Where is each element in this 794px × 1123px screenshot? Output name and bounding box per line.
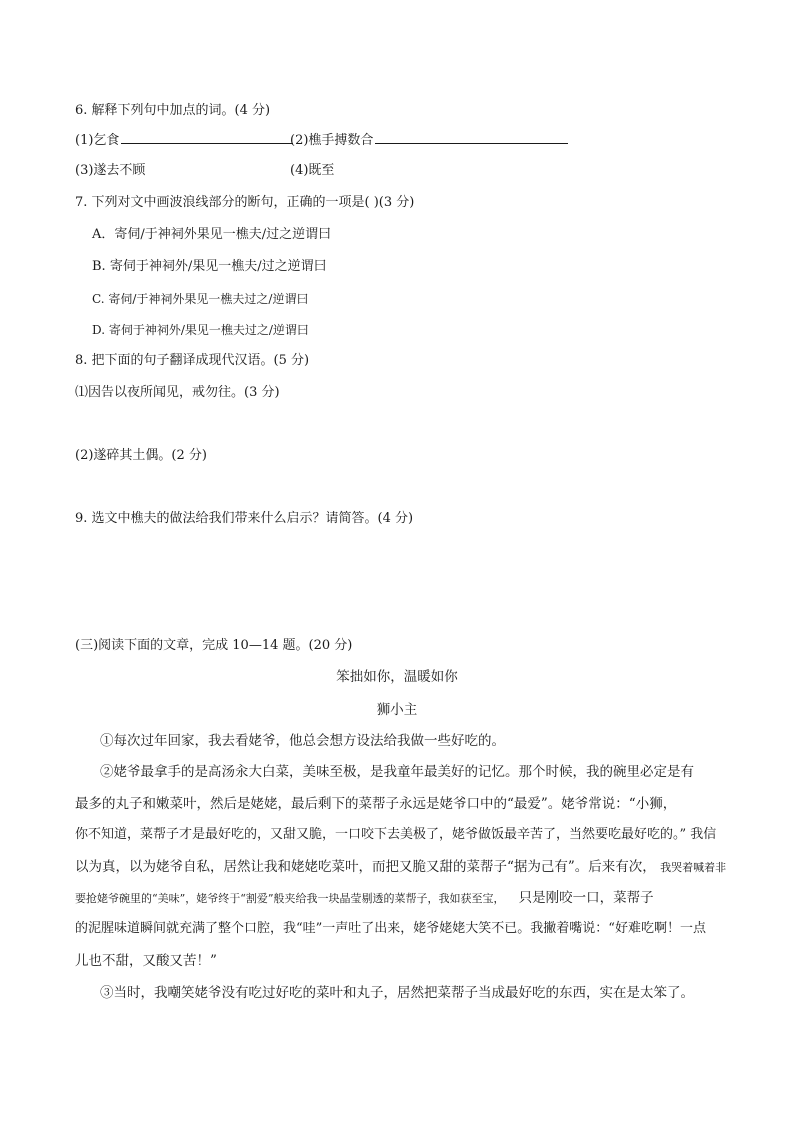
q8-sentence-2: (2)遂碎其土偶。(2 分) [75, 448, 207, 463]
paragraph-line-3: 最多的丸子和嫩菜叶，然后是姥姥，最后剩下的菜帮子永远是姥爷口中的“最爱”。姥爷常说：“小狮， [75, 796, 677, 812]
article-title: 笨拙如你，温暖如你 [336, 669, 458, 685]
paragraph-line-8: 儿也不甜，又酸又苦！” [75, 953, 217, 969]
paragraph-line-4: 你不知道，菜帮子才是最好吃的，又甜又脆，一口咬下去美极了，姥爷做饭最辛苦了，当然要吃最好吃的。” 我信 [75, 827, 717, 842]
paragraph-line-5-text: 以为真，以为姥爷自私，居然让我和姥姥吃菜叶，而把又脆又甜的菜帮子“据为己有”。后来有次， [75, 859, 656, 875]
q6-item-2-label: (2)樵手搏数合 [290, 133, 374, 148]
article-author: 狮小主 [376, 702, 418, 718]
q8-sentence-1: ⑴因告以夜所闻见，戒勿往。(3 分) [75, 385, 280, 400]
q7-option-a: A．寄伺/于神祠外果见一樵夫/过之逆谓曰 [92, 227, 332, 242]
q7-option-d: D. 寄伺于神祠外/果见一樵夫过之/逆谓曰 [92, 323, 309, 337]
paragraph-line-5 [75, 858, 726, 877]
inline-small-b: 只是刚咬一口，菜帮子 [518, 890, 654, 906]
q6-item-1-label: (1)乞食 [75, 133, 120, 148]
section3-heading: (三)阅读下面的文章，完成 10—14 题。(20 分) [75, 638, 353, 653]
paragraph-line-2: ②姥爷最拿手的是高汤汆大白菜，美味至极，是我童年最美好的记忆。那个时候，我的碗里必定是有 [100, 764, 694, 780]
paragraph-line-1: ①每次过年回家，我去看姥爷，他总会想方设法给我做一些好吃的。 [100, 733, 505, 749]
q6-item-4: (4)既至 [290, 163, 335, 178]
q7-title: 7. 下列对文中画波浪线部分的断句，正确的一项是( )(3 分) [75, 195, 415, 210]
q6-item-1 [75, 131, 293, 150]
q6-item-2 [290, 131, 568, 150]
paragraph-line-9: ③当时，我嘲笑姥爷没有吃过好吃的菜叶和丸子，居然把菜帮子当成最好吃的东西，实在是太笨了。 [100, 985, 694, 1001]
paragraph-line-6 [75, 889, 654, 908]
q6-item-3: (3)遂去不顾 [75, 163, 146, 178]
paragraph-line-6-text: 要抢姥爷碗里的“美味”，姥爷终于“割爱”般夹给我一块晶莹剔透的菜帮子，我如获至宝， [75, 892, 505, 905]
q9-title: 9. 选文中樵夫的做法给我们带来什么启示？请简答。(4 分) [75, 511, 414, 526]
q7-option-b: B. 寄伺于神祠外/果见一樵夫/过之逆谓曰 [92, 259, 327, 274]
paragraph-line-7: 的泥腥味道瞬间就充满了整个口腔，我“哇”一声吐了出来，姥爷姥姥大笑不已。我撇着嘴说：“好难吃啊！一点 [75, 921, 706, 936]
q8-title: 8. 把下面的句子翻译成现代汉语。(5 分) [75, 353, 310, 368]
answer-blank-2[interactable] [375, 131, 568, 144]
answer-blank-1[interactable] [121, 131, 293, 144]
q7-option-c: C. 寄伺/于神祠外果见一樵夫过之/逆谓曰 [92, 292, 309, 306]
inline-small-a: 我哭着喊着非 [660, 861, 727, 874]
q6-title: 6. 解释下列句中加点的词。(4 分) [75, 103, 271, 118]
